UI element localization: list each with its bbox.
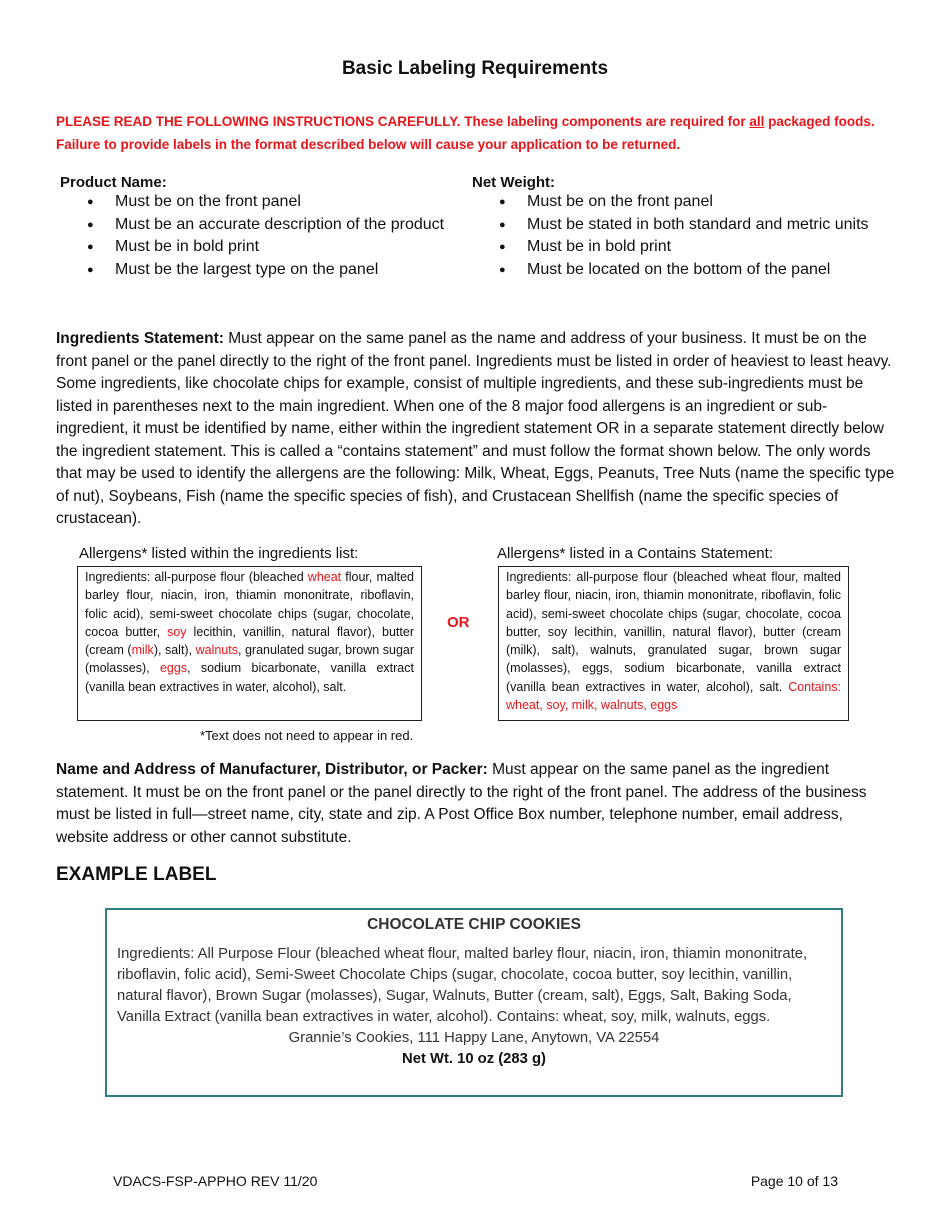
- example-label-heading: EXAMPLE LABEL: [56, 864, 217, 885]
- list-item: ● Must be located on the bottom of the panel: [499, 259, 892, 282]
- product-name-section: [60, 174, 460, 281]
- ingredient-text: ), salt),: [153, 643, 196, 658]
- allergen-word: milk: [131, 643, 154, 658]
- allergen-right-heading: Allergens* listed in a Contains Statement:: [497, 545, 773, 562]
- product-name-list: [87, 191, 460, 281]
- example-net-weight: Net Wt. 10 oz (283 g): [402, 1051, 546, 1067]
- contains-statement: Contains: wheat, soy, milk, walnuts, eggs: [506, 679, 841, 713]
- example-label: [105, 908, 843, 1097]
- allergen-word: wheat: [307, 570, 342, 584]
- list-item: ● Must be on the front panel: [499, 191, 892, 214]
- list-item: ● Must be on the front panel: [87, 191, 460, 214]
- allergen-left-box: [77, 566, 422, 721]
- net-weight-heading: Net Weight:: [472, 174, 556, 191]
- warning-underlined: all: [749, 114, 765, 129]
- manufacturer-body: Must appear on the same panel as the ingredient statement. It must be on the front panel or the panel directly to the right of the front panel. The address of the business must be listed in full—street name, city, state and zip. A Post Office Box number, telephone number, email address, website address or other cannot substitute.: [56, 761, 867, 846]
- ingredient-text: lecithin, vanillin, natural flavor), butter (cream (: [85, 624, 414, 658]
- product-name-heading: Product Name:: [60, 174, 167, 191]
- ingredient-text: flour, malted barley flour, niacin, iron, thiamin mononitrate, riboflavin, folic acid), semi-sweet chocolate chips (sugar, chocolate, cocoa butter,: [85, 570, 414, 639]
- page-title: Basic Labeling Requirements: [341, 58, 609, 79]
- ingredients-statement-paragraph: [56, 328, 898, 531]
- list-item: ● Must be the largest type on the panel: [87, 259, 460, 282]
- ingredient-text: , granulated sugar, brown sugar (molasses),: [85, 643, 415, 676]
- or-label: OR: [447, 614, 470, 631]
- ingredient-text: Ingredients: all-purpose flour (bleached: [85, 570, 308, 584]
- list-item: ● Must be an accurate description of the product: [87, 214, 460, 237]
- example-product-name: CHOCOLATE CHIP COOKIES: [367, 916, 581, 933]
- warning-part2: packaged foods. Failure to provide labels in the format described below will cause your application to be returned.: [56, 114, 875, 152]
- allergen-word: soy: [167, 624, 187, 639]
- ingredients-statement-heading: Ingredients Statement:: [56, 330, 224, 347]
- example-address: Grannie’s Cookies, 111 Happy Lane, Anytown, VA 22554: [288, 1030, 660, 1046]
- allergen-word: eggs: [159, 661, 188, 676]
- example-ingredients: Ingredients: All Purpose Flour (bleached wheat flour, malted barley flour, niacin, iron, thiamin mononitrate, riboflavin, folic acid), Semi-Sweet Chocolate Chips (sugar, chocolate, cocoa butter, soy lecithin, vanillin, natural flavor), Brown Sugar (molasses), Sugar, Walnuts, Butter (cream, salt), Eggs, Salt, Baking Soda, Vanilla Extract (vanilla bean extractives in water, alcohol). Contains: wheat, soy, milk, walnuts, eggs.: [117, 946, 808, 1025]
- footer-doc-id: VDACS-FSP-APPHO REV 11/20: [113, 1173, 318, 1189]
- allergen-right-box: [498, 566, 849, 721]
- warning-part1: PLEASE READ THE FOLLOWING INSTRUCTIONS CAREFULLY. These labeling components are required for: [56, 114, 750, 129]
- ingredients-statement-body: Must appear on the same panel as the name and address of your business. It must be on the front panel or the panel directly to the right of the front panel. Ingredients must be listed in order of heaviest to least heavy. Some ingredients, like chocolate chips for example, consist of multiple ingredients, and these sub-ingredients must be listed in parentheses next to the main ingredient. When one of the 8 major food allergens is an ingredient or sub-ingredient, it must be identified by name, either within the ingredient statement OR in a separate statement directly below the ingredient statement. This is called a “contains statement” and must follow the format shown below. The only words that may be used to identify the allergens are the following: Milk, Wheat, Eggs, Peanuts, Tree Nuts (name the specific type of nut), Soybeans, Fish (name the specific species of fish), and Crustacean Shellfish (name the specific species of crustacean).: [56, 330, 895, 527]
- net-weight-section: [472, 174, 892, 281]
- list-item: ● Must be in bold print: [499, 236, 892, 259]
- ingredient-text: , sodium bicarbonate, vanilla extract (vanilla bean extractives in water, alcohol), salt.: [85, 661, 414, 694]
- warning-notice: [56, 110, 896, 156]
- allergen-word: walnuts: [195, 643, 238, 658]
- ingredient-text: Ingredients: all-purpose flour (bleached wheat flour, malted barley flour, niacin, iron, thiamin mononitrate, riboflavin, folic acid), semi-sweet chocolate chips (sugar, chocolate, cocoa butter, soy lecithin, vanillin, natural flavor), butter (cream (milk), salt), walnuts, granulated sugar, brown sugar (molasses), eggs, sodium bicarbonate, vanilla extract (vanilla bean extractives in water, alcohol), salt.: [506, 570, 841, 694]
- manufacturer-paragraph: [56, 759, 898, 849]
- manufacturer-heading: Name and Address of Manufacturer, Distributor, or Packer:: [56, 761, 488, 778]
- list-item: ● Must be in bold print: [87, 236, 460, 259]
- red-text-note: *Text does not need to appear in red.: [200, 728, 414, 743]
- list-item: ● Must be stated in both standard and metric units: [499, 214, 892, 237]
- footer-page-number: Page 10 of 13: [750, 1173, 838, 1189]
- net-weight-list: [499, 191, 892, 281]
- allergen-left-heading: Allergens* listed within the ingredients list:: [79, 545, 359, 562]
